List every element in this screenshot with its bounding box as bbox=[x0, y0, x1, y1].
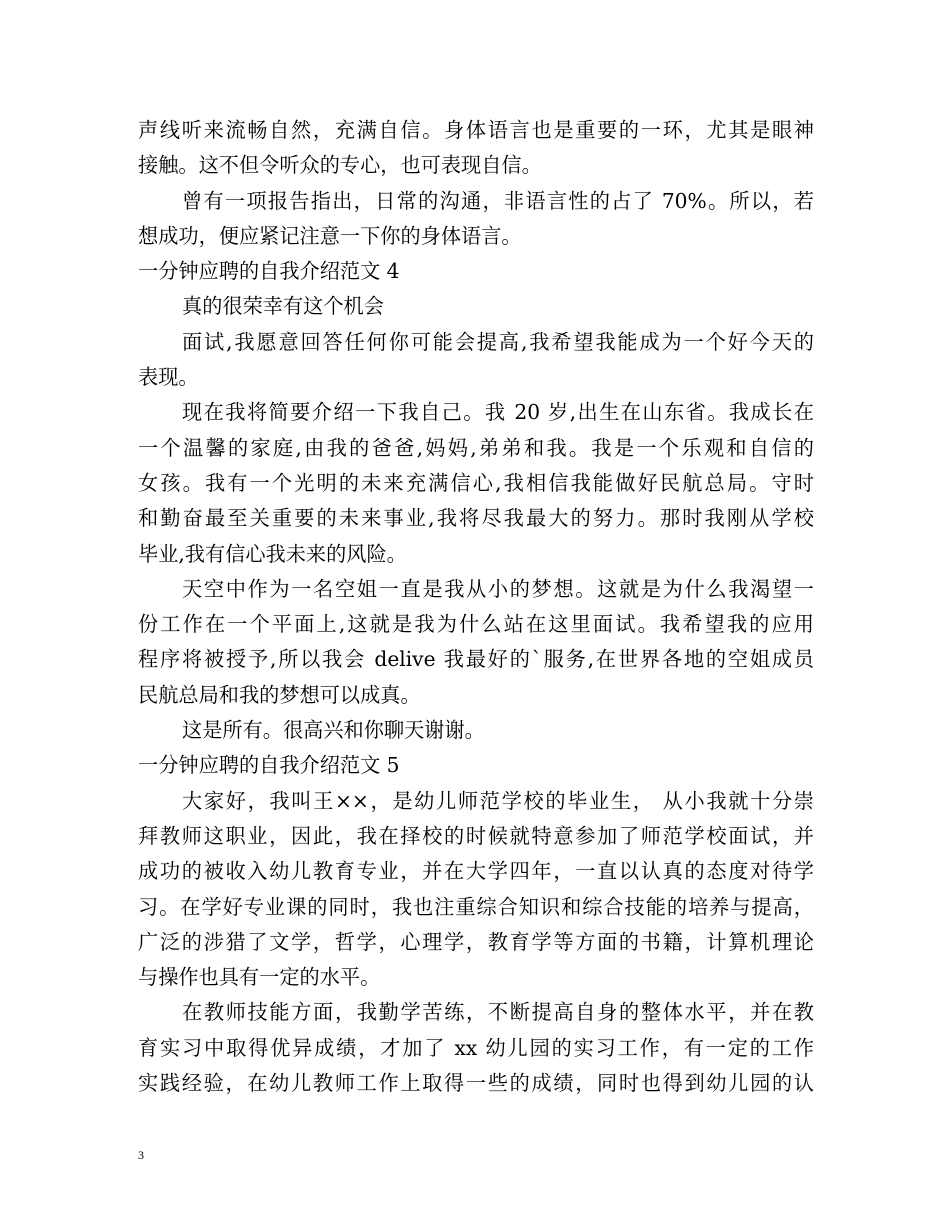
text-line: 份工作在一个平面上,这就是我为什么站在这里面试。我希望我的应用 bbox=[138, 612, 814, 637]
text-line: 习。在学好专业课的同时，我也注重综合知识和综合技能的培养与提高， bbox=[138, 894, 814, 919]
paragraph-start: 真的很荣幸有这个机会 bbox=[182, 294, 384, 319]
text-line: 声线听来流畅自然，充满自信。身体语言也是重要的一环，尤其是眼神 bbox=[138, 118, 814, 142]
paragraph-start: 这是所有。很高兴和你聊天谢谢。 bbox=[182, 718, 485, 743]
text-line: 女孩。我有一个光明的未来充满信心,我相信我能做好民航总局。守时 bbox=[138, 470, 814, 495]
document-body bbox=[138, 113, 814, 1101]
text-line: 程序将被授予,所以我会 delive 我最好的`服务,在世界各地的空姐成员 bbox=[138, 647, 814, 672]
text-line: 民航总局和我的梦想可以成真。 bbox=[138, 682, 421, 707]
paragraph-start: 面试,我愿意回答任何你可能会提高,我希望我能成为一个好今天的 bbox=[182, 329, 814, 354]
section-heading: 一分钟应聘的自我介绍范文 5 bbox=[138, 753, 400, 778]
text-line: 一个温馨的家庭,由我的爸爸,妈妈,弟弟和我。我是一个乐观和自信的 bbox=[138, 435, 814, 460]
text-line: 表现。 bbox=[138, 365, 199, 390]
text-line: 想成功，便应紧记注意一下你的身体语言。 bbox=[138, 223, 522, 248]
text-line: 和勤奋最至关重要的未来事业,我将尽我最大的努力。那时我刚从学校 bbox=[138, 506, 814, 531]
text-line: 拜教师这职业，因此，我在择校的时候就特意参加了师范学校面试，并 bbox=[138, 823, 814, 848]
paragraph-start: 现在我将简要介绍一下我自己。我 20 岁,出生在山东省。我成长在 bbox=[182, 400, 814, 425]
paragraph-start: 曾有一项报告指出，日常的沟通，非语言性的占了 70%。所以，若 bbox=[182, 188, 814, 213]
text-line: 育实习中取得优异成绩，才加了 xx 幼儿园的实习工作，有一定的工作 bbox=[138, 1035, 814, 1060]
text-line: 成功的被收入幼儿教育专业，并在大学四年，一直以认真的态度对待学 bbox=[138, 859, 814, 884]
text-line: 毕业,我有信心我未来的风险。 bbox=[138, 541, 407, 566]
page-number: 3 bbox=[138, 1148, 144, 1162]
text-line: 实践经验，在幼儿教师工作上取得一些的成绩，同时也得到幼儿园的认 bbox=[138, 1071, 814, 1096]
text-line: 广泛的涉猎了文学，哲学，心理学，教育学等方面的书籍，计算机理论 bbox=[138, 929, 814, 954]
section-heading: 一分钟应聘的自我介绍范文 4 bbox=[138, 259, 400, 284]
paragraph-start: 天空中作为一名空姐一直是我从小的梦想。这就是为什么我渴望一 bbox=[182, 576, 814, 601]
text-line: 接触。这不但令听众的专心，也可表现自信。 bbox=[138, 153, 542, 178]
text-line: 与操作也具有一定的水平。 bbox=[138, 965, 381, 990]
paragraph-start: 在教师技能方面，我勤学苦练，不断提高自身的整体水平，并在教 bbox=[182, 1000, 814, 1025]
paragraph-start: 大家好，我叫王××，是幼儿师范学校的毕业生， 从小我就十分崇 bbox=[182, 788, 814, 813]
